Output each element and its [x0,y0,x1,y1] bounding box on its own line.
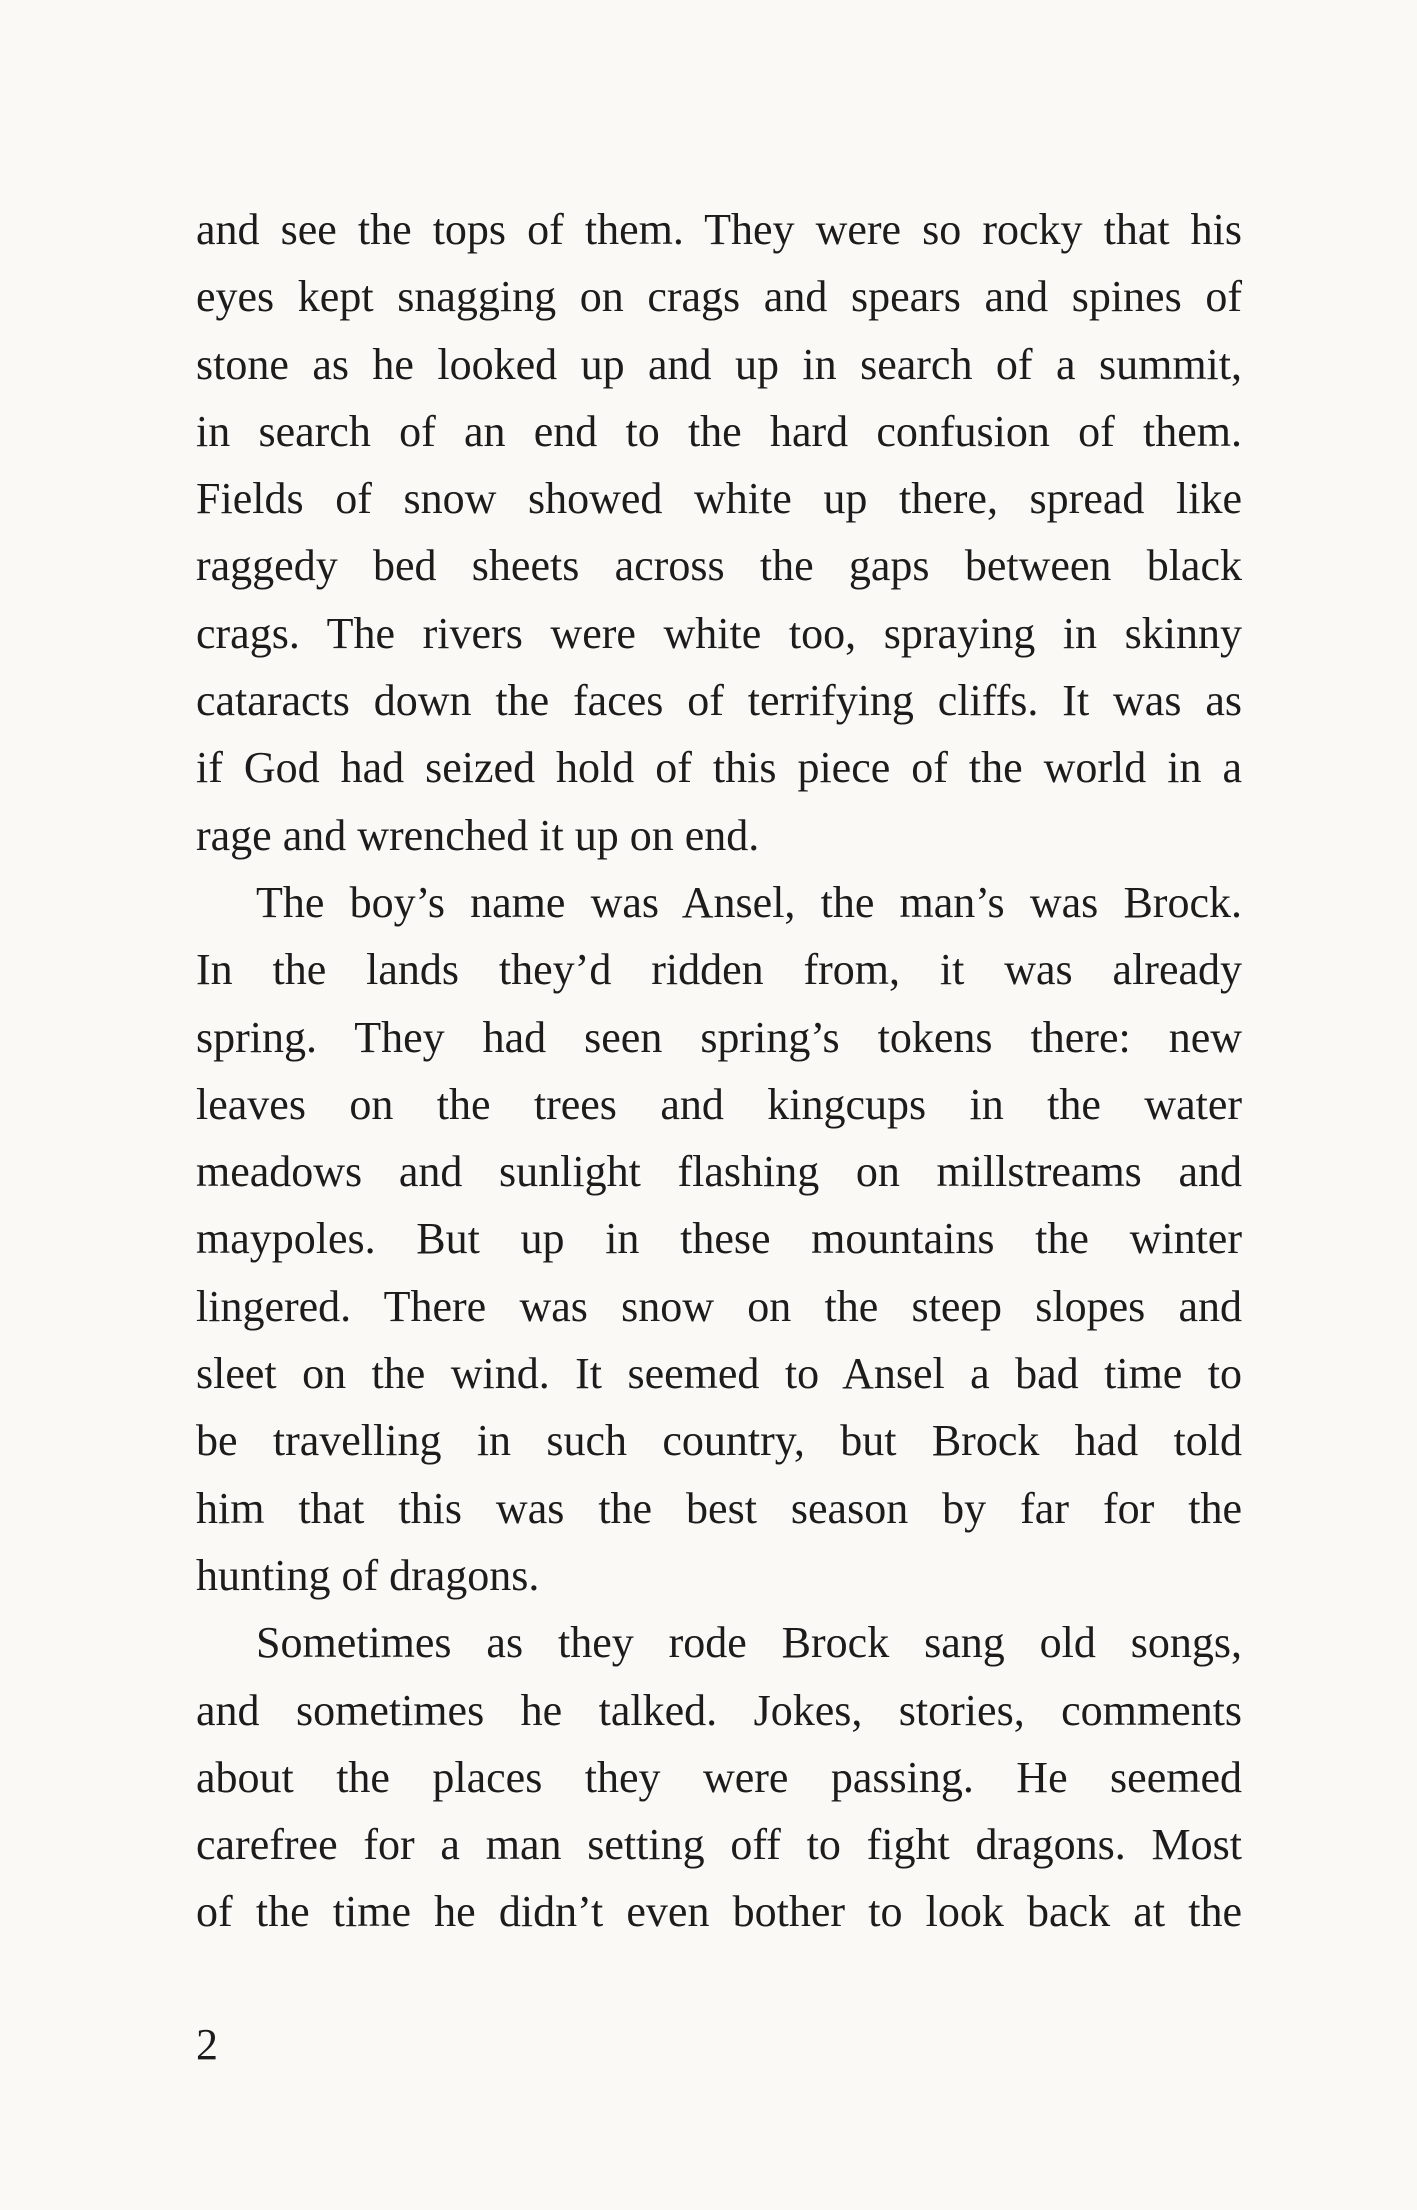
page-number: 2 [196,2020,218,2069]
text-line: and sometimes he talked. Jokes, stories, comments [196,1685,1242,1735]
text-line: carefree for a man setting off to fight dragons. Most [196,1820,1242,1870]
text-line: raggedy bed sheets across the gaps between black [196,541,1242,591]
text-line: sleet on the wind. It seemed to Ansel a bad time to [196,1349,1242,1399]
text-line: about the places they were passing. He seemed [196,1752,1242,1802]
text-line: Sometimes as they rode Brock sang old songs, [256,1618,1242,1668]
text-line: hunting of dragons. [196,1550,540,1600]
text-line: crags. The rivers were white too, spraying in skinny [196,608,1242,658]
text-line: In the lands they’d ridden from, it was already [196,945,1242,995]
text-line: Fields of snow showed white up there, spread like [196,474,1242,524]
text-line: leaves on the trees and kingcups in the water [196,1079,1242,1129]
text-line: him that this was the best season by far for the [196,1483,1242,1533]
text-line: The boy’s name was Ansel, the man’s was Brock. [256,877,1242,927]
text-line: eyes kept snagging on crags and spears and spines of [196,272,1242,322]
text-line: maypoles. But up in these mountains the winter [196,1214,1242,1264]
body-text [196,196,1242,1946]
text-line: stone as he looked up and up in search of a summit, [196,339,1242,389]
text-line: in search of an end to the hard confusion of them. [196,406,1242,456]
text-line: be travelling in such country, but Brock had told [196,1416,1242,1466]
text-line: if God had seized hold of this piece of the world in a [196,743,1242,793]
text-line: spring. They had seen spring’s tokens there: new [196,1012,1242,1062]
text-line: of the time he didn’t even bother to look back at the [196,1887,1242,1937]
text-line: meadows and sunlight flashing on millstreams and [196,1147,1242,1197]
text-line: rage and wrenched it up on end. [196,810,760,860]
text-line: and see the tops of them. They were so rocky that his [196,205,1242,254]
text-line: lingered. There was snow on the steep slopes and [196,1281,1242,1331]
text-line: cataracts down the faces of terrifying cliffs. It was as [196,676,1242,726]
